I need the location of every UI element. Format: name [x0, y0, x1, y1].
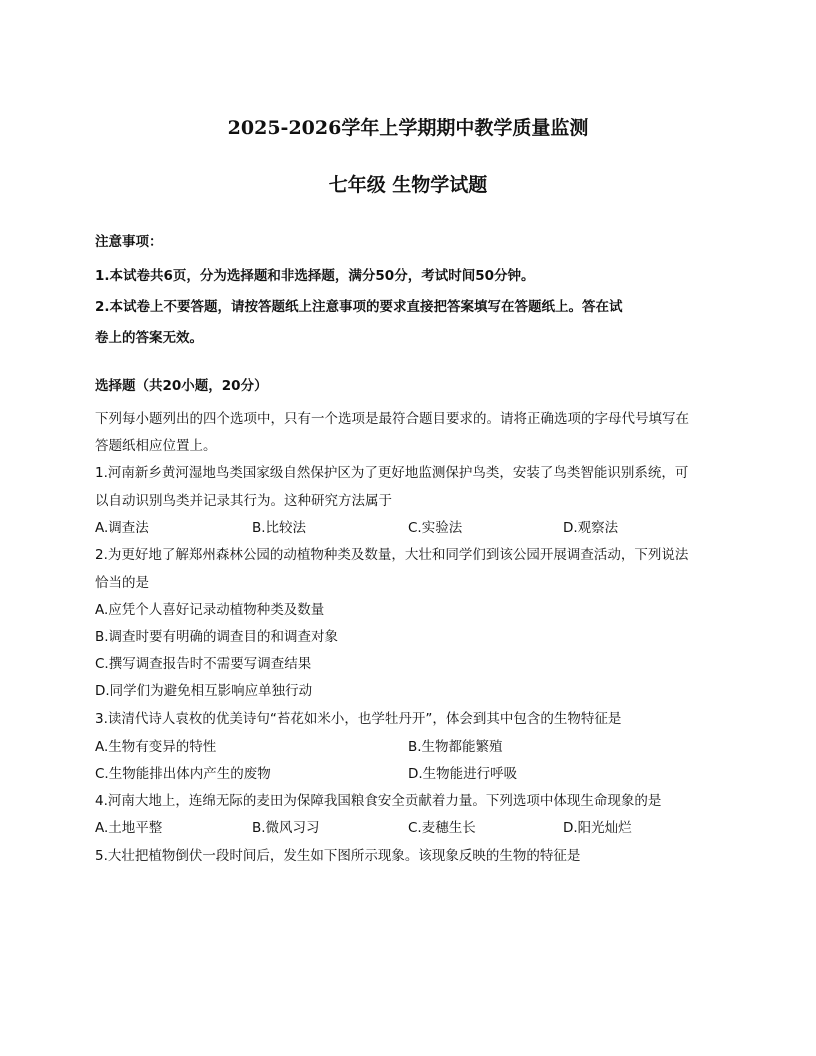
question-2-option-c: C.撰写调查报告时不需要写调查结果 [95, 656, 312, 672]
question-3-option-a: A.生物有变异的特性 [95, 739, 217, 755]
question-2-stem-cont: 恰当的是 [95, 575, 149, 591]
question-4-option-a: A.土地平整 [95, 820, 163, 836]
section-heading: 选择题（共20小题，20分） [95, 378, 268, 394]
question-5-stem: 5.大壮把植物倒伏一段时间后，发生如下图所示现象。该现象反映的生物的特征是 [95, 848, 581, 864]
notice-item-2: 2.本试卷上不要答题，请按答题纸上注意事项的要求直接把答案填写在答题纸上。答在试 [95, 299, 623, 315]
question-2-option-a: A.应凭个人喜好记录动植物种类及数量 [95, 602, 325, 618]
question-4-option-c: C.麦穗生长 [408, 820, 476, 836]
question-2-option-b: B.调查时要有明确的调查目的和调查对象 [95, 629, 339, 645]
question-1-option-d: D.观察法 [563, 520, 619, 536]
question-1-option-a: A.调查法 [95, 520, 149, 536]
question-4-option-d: D.阳光灿烂 [563, 820, 632, 836]
question-1-stem: 1.河南新乡黄河湿地鸟类国家级自然保护区为了更好地监测保护鸟类，安装了鸟类智能识别系统，可 [95, 465, 689, 481]
question-4-option-b: B.微风习习 [252, 820, 320, 836]
notice-item-2-cont: 卷上的答案无效。 [95, 330, 203, 346]
notice-heading: 注意事项： [95, 234, 163, 250]
question-3-option-b: B.生物都能繁殖 [408, 739, 503, 755]
question-3-option-d: D.生物能进行呼吸 [408, 766, 518, 782]
question-4-stem: 4.河南大地上，连绵无际的麦田为保障我国粮食安全贡献着力量。下列选项中体现生命现象的是 [95, 793, 662, 809]
section-intro-cont: 答题纸相应位置上。 [95, 438, 217, 454]
question-2-option-d: D.同学们为避免相互影响应单独行动 [95, 683, 313, 699]
question-3-option-c: C.生物能排出体内产生的废物 [95, 766, 271, 782]
question-1-stem-cont: 以自动识别鸟类并记录其行为。这种研究方法属于 [95, 493, 392, 509]
question-1-option-c: C.实验法 [408, 520, 463, 536]
question-1-option-b: B.比较法 [252, 520, 307, 536]
exam-subtitle: 七年级 生物学试题 [328, 174, 488, 196]
question-3-stem: 3.读清代诗人袁枚的优美诗句“苔花如米小，也学牡丹开”，体会到其中包含的生物特征是 [95, 711, 622, 727]
section-intro: 下列每小题列出的四个选项中，只有一个选项是最符合题目要求的。请将正确选项的字母代号填写在 [95, 411, 689, 427]
question-2-stem: 2.为更好地了解郑州森林公园的动植物种类及数量，大壮和同学们到该公园开展调查活动，下列说法 [95, 547, 689, 563]
notice-item-1: 1.本试卷共6页，分为选择题和非选择题，满分50分，考试时间50分钟。 [95, 268, 535, 284]
exam-title: 2025-2026学年上学期期中教学质量监测 [227, 117, 589, 139]
